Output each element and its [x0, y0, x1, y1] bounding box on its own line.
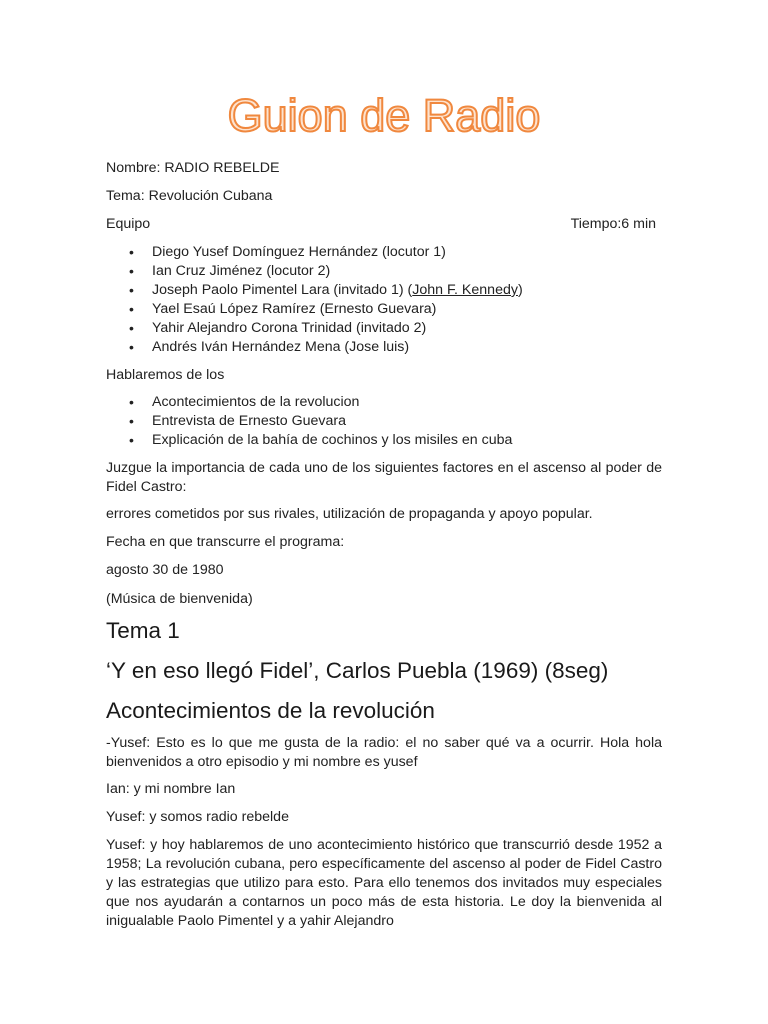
- list-item: • Yahir Alejandro Corona Trinidad (invitado 2): [129, 320, 427, 336]
- list-item: • Andrés Iván Hernández Mena (Jose luis): [129, 339, 410, 355]
- hablaremos-line: Hablaremos de los: [106, 367, 225, 383]
- list-item: • Entrevista de Ernesto Guevara: [129, 413, 346, 429]
- musica-line: (Música de bienvenida): [106, 591, 253, 607]
- dialogue-yusef-3: Yusef: y hoy hablaremos de uno acontecimiento histórico que transcurrió desde 1952 a 1958; La revolución cubana, pero específicamente del ascenso al poder de Fidel Castro y las estrategias que utilizo para esto. Para ello tenemos dos invitados muy especiales que nos ayudarán a contarnos un poco más de esta historia. Le doy la bienvenida al inigualable Paolo Pimentel y a yahir Alejandro: [106, 837, 662, 929]
- fecha-label: Fecha en que transcurre el programa:: [106, 534, 345, 550]
- juzgue-paragraph: Juzgue la importancia de cada uno de los siguientes factores en el ascenso al poder de Fidel Castro:: [106, 460, 662, 495]
- list-item: • Explicación de la bahía de cochinos y los misiles en cuba: [129, 432, 513, 448]
- fecha-value: agosto 30 de 1980: [106, 562, 224, 578]
- equipo-label: Equipo: [106, 216, 151, 232]
- errores-paragraph: errores cometidos por sus rivales, utilización de propaganda y apoyo popular.: [106, 506, 593, 522]
- list-item: • Yael Esaú López Ramírez (Ernesto Guevara): [129, 301, 437, 317]
- list-item: • Joseph Paolo Pimentel Lara (invitado 1) (John F. Kennedy): [129, 282, 523, 298]
- topics-list: [106, 393, 512, 450]
- tiempo-label: Tiempo:6 min: [570, 216, 656, 232]
- equipo-row: [106, 215, 656, 234]
- list-item: • Acontecimientos de la revolucion: [129, 394, 360, 410]
- tema1-heading: Tema 1: [106, 618, 180, 643]
- song-heading: ‘Y en eso llegó Fidel’, Carlos Puebla (1969) (8seg): [106, 658, 609, 683]
- acontecimientos-heading: Acontecimientos de la revolución: [106, 698, 435, 723]
- document-title: Guion de Radio: [227, 90, 541, 141]
- tema-line: Tema: Revolución Cubana: [106, 188, 273, 204]
- list-item: • Ian Cruz Jiménez (locutor 2): [129, 263, 331, 279]
- dialogue-yusef-1: -Yusef: Esto es lo que me gusta de la radio: el no saber qué va a ocurrir. Hola hola bienvenidos a otro episodio y mi nombre es yusef: [106, 735, 662, 770]
- team-list: [106, 243, 523, 357]
- dialogue-ian-1: Ian: y mi nombre Ian: [106, 781, 236, 797]
- list-item: • Diego Yusef Domínguez Hernández (locutor 1): [129, 244, 446, 260]
- nombre-line: Nombre: RADIO REBELDE: [106, 160, 280, 176]
- dialogue-yusef-2: Yusef: y somos radio rebelde: [106, 809, 289, 825]
- kennedy-link[interactable]: John F. Kennedy: [412, 282, 518, 298]
